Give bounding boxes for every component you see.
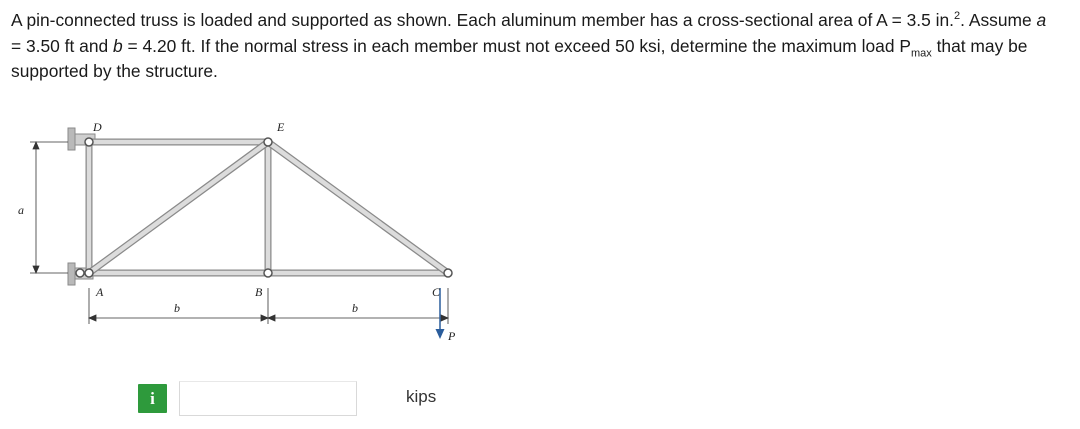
var-a: a [1036, 10, 1047, 30]
pmax-subscript: max [910, 46, 932, 59]
dimension-b [89, 288, 448, 324]
info-icon[interactable]: i [138, 384, 167, 413]
pin-c [444, 269, 452, 277]
label-b1-dim: b [174, 301, 180, 315]
dimension-a [30, 142, 68, 273]
truss-members [89, 142, 448, 273]
label-a: A [96, 285, 104, 299]
label-c: C [432, 285, 441, 299]
problem-text-2: . Assume [960, 10, 1037, 30]
label-e: E [277, 120, 285, 134]
answer-input[interactable] [179, 381, 357, 416]
problem-text-1: A pin-connected truss is loaded and supported as shown. Each aluminum member has a cross-sectional area of A = 3.5 in. [11, 10, 955, 30]
problem-text-4: = 4.20 ft. If the normal stress in each member must not exceed 50 ksi, determine the maximum load P [122, 35, 911, 56]
label-b2-dim: b [352, 301, 358, 315]
pin-b [264, 269, 272, 277]
area-exponent: 2 [954, 10, 961, 23]
truss-figure [0, 110, 480, 350]
pin-a [85, 269, 93, 277]
pin-e [264, 138, 272, 146]
label-b: B [255, 285, 263, 299]
pin-a-wall [76, 269, 84, 277]
support-plate-d [68, 128, 75, 150]
label-d: D [93, 120, 102, 134]
label-a-dim: a [18, 203, 24, 217]
unit-label: kips [406, 387, 437, 406]
pin-d [85, 138, 93, 146]
var-b: b [113, 35, 123, 56]
problem-text-5: that may be supported by the structure. [11, 35, 1028, 81]
problem-statement [11, 8, 1061, 85]
problem-text-3: = 3.50 ft and [11, 35, 114, 56]
label-p: P [448, 329, 456, 343]
support-plate-a [68, 263, 75, 285]
